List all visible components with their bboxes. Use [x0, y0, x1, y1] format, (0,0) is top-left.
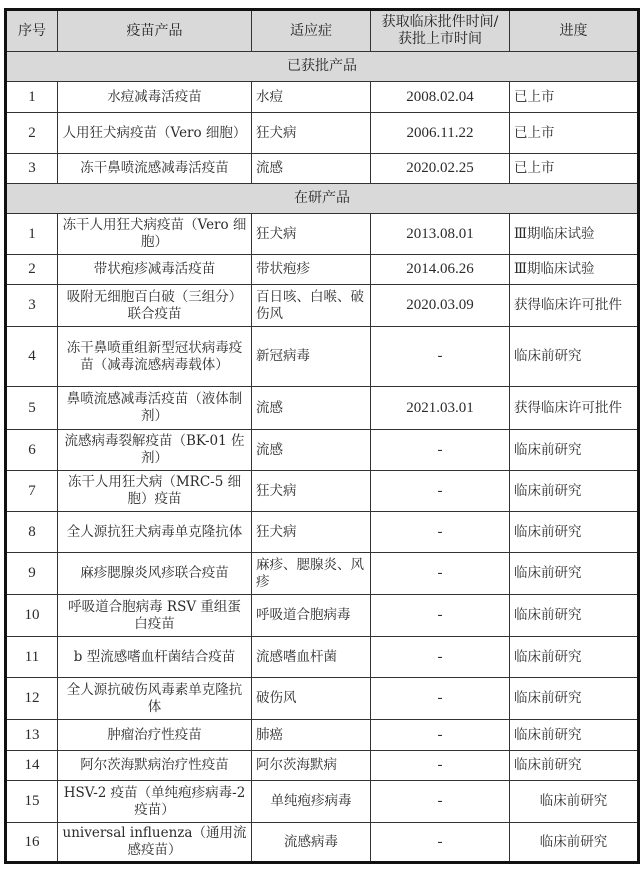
- table-row: [6, 720, 639, 751]
- cell-indication: 狂犬病: [252, 214, 371, 255]
- cell-product: universal influenza（通用流感疫苗）: [58, 823, 252, 863]
- cell-product: 鼻喷流感减毒活疫苗（液体制剂）: [58, 387, 252, 430]
- cell-indication: 流感: [252, 387, 371, 430]
- cell-progress: 获得临床许可批件: [510, 387, 639, 430]
- table-row: [6, 82, 639, 113]
- header-product: 疫苗产品: [58, 10, 252, 52]
- table-row: [6, 637, 639, 678]
- cell-progress: 已上市: [510, 113, 639, 154]
- cell-indication: 带状疱疹: [252, 255, 371, 285]
- cell-date: -: [371, 512, 510, 553]
- cell-date: 2014.06.26: [371, 255, 510, 285]
- cell-indication: 肺癌: [252, 720, 371, 751]
- cell-number: 8: [6, 512, 58, 553]
- cell-progress: 已上市: [510, 154, 639, 184]
- cell-progress: 临床前研究: [510, 553, 639, 595]
- table-row: [6, 678, 639, 720]
- cell-number: 11: [6, 637, 58, 678]
- cell-indication: 呼吸道合胞病毒: [252, 595, 371, 637]
- cell-date: -: [371, 430, 510, 471]
- header-date: 获取临床批件时间/获批上市时间: [371, 10, 510, 52]
- cell-number: 14: [6, 751, 58, 781]
- cell-number: 2: [6, 113, 58, 154]
- cell-product: 带状疱疹减毒活疫苗: [58, 255, 252, 285]
- cell-product: 冻干人用狂犬病（MRC-5 细胞）疫苗: [58, 471, 252, 512]
- table-row: [6, 512, 639, 553]
- cell-progress: 获得临床许可批件: [510, 285, 639, 327]
- header-indication: 适应症: [252, 10, 371, 52]
- cell-progress: 临床前研究: [510, 637, 639, 678]
- cell-progress: 临床前研究: [510, 595, 639, 637]
- cell-product: 冻干人用狂犬病疫苗（Vero 细胞）: [58, 214, 252, 255]
- cell-progress: 临床前研究: [510, 471, 639, 512]
- cell-indication: 流感: [252, 430, 371, 471]
- section-row: [6, 52, 639, 82]
- cell-product: 呼吸道合胞病毒 RSV 重组蛋白疫苗: [58, 595, 252, 637]
- cell-product: 人用狂犬病疫苗（Vero 细胞）: [58, 113, 252, 154]
- cell-number: 3: [6, 285, 58, 327]
- table-row: [6, 255, 639, 285]
- cell-indication: 流感病毒: [252, 823, 371, 863]
- cell-date: 2020.02.25: [371, 154, 510, 184]
- cell-date: -: [371, 637, 510, 678]
- cell-number: 9: [6, 553, 58, 595]
- cell-progress: 临床前研究: [510, 512, 639, 553]
- cell-number: 12: [6, 678, 58, 720]
- cell-indication: 单纯疱疹病毒: [252, 781, 371, 823]
- cell-number: 10: [6, 595, 58, 637]
- cell-product: 麻疹腮腺炎风疹联合疫苗: [58, 553, 252, 595]
- cell-indication: 流感: [252, 154, 371, 184]
- table-row: [6, 327, 639, 387]
- cell-progress: 临床前研究: [510, 327, 639, 387]
- cell-product: 肿瘤治疗性疫苗: [58, 720, 252, 751]
- cell-date: 2013.08.01: [371, 214, 510, 255]
- cell-progress: 临床前研究: [510, 430, 639, 471]
- cell-indication: 新冠病毒: [252, 327, 371, 387]
- cell-progress: Ⅲ期临床试验: [510, 214, 639, 255]
- cell-indication: 阿尔茨海默病: [252, 751, 371, 781]
- table-row: [6, 113, 639, 154]
- cell-product: 冻干鼻喷重组新型冠状病毒疫苗（减毒流感病毒载体）: [58, 327, 252, 387]
- cell-indication: 狂犬病: [252, 512, 371, 553]
- cell-date: 2021.03.01: [371, 387, 510, 430]
- cell-date: -: [371, 471, 510, 512]
- cell-progress: 已上市: [510, 82, 639, 113]
- cell-progress: Ⅲ期临床试验: [510, 255, 639, 285]
- header-progress: 进度: [510, 10, 639, 52]
- cell-product: 水痘减毒活疫苗: [58, 82, 252, 113]
- table-row: [6, 285, 639, 327]
- cell-date: -: [371, 720, 510, 751]
- table-row: [6, 781, 639, 823]
- cell-date: -: [371, 751, 510, 781]
- cell-date: -: [371, 678, 510, 720]
- cell-product: 全人源抗破伤风毒素单克隆抗体: [58, 678, 252, 720]
- table-row: [6, 553, 639, 595]
- cell-progress: 临床前研究: [510, 678, 639, 720]
- cell-product: 流感病毒裂解疫苗（BK-01 佐剂）: [58, 430, 252, 471]
- cell-progress: 临床前研究: [510, 823, 639, 863]
- cell-product: 冻干鼻喷流感减毒活疫苗: [58, 154, 252, 184]
- table-row: [6, 751, 639, 781]
- cell-indication: 狂犬病: [252, 471, 371, 512]
- cell-number: 16: [6, 823, 58, 863]
- cell-product: HSV-2 疫苗（单纯疱疹病毒-2 疫苗）: [58, 781, 252, 823]
- cell-date: 2020.03.09: [371, 285, 510, 327]
- cell-date: -: [371, 823, 510, 863]
- cell-number: 15: [6, 781, 58, 823]
- cell-number: 4: [6, 327, 58, 387]
- vaccine-pipeline-table: [4, 8, 640, 864]
- cell-date: 2008.02.04: [371, 82, 510, 113]
- section-title: 在研产品: [6, 184, 639, 214]
- cell-indication: 麻疹、腮腺炎、风疹: [252, 553, 371, 595]
- cell-number: 6: [6, 430, 58, 471]
- table-row: [6, 214, 639, 255]
- cell-indication: 流感嗜血杆菌: [252, 637, 371, 678]
- cell-date: -: [371, 595, 510, 637]
- section-title: 已获批产品: [6, 52, 639, 82]
- cell-product: b 型流感嗜血杆菌结合疫苗: [58, 637, 252, 678]
- cell-indication: 百日咳、白喉、破伤风: [252, 285, 371, 327]
- cell-progress: 临床前研究: [510, 781, 639, 823]
- cell-number: 5: [6, 387, 58, 430]
- header-row: [6, 10, 639, 52]
- cell-progress: 临床前研究: [510, 720, 639, 751]
- cell-indication: 狂犬病: [252, 113, 371, 154]
- header-no: 序号: [6, 10, 58, 52]
- cell-date: -: [371, 553, 510, 595]
- section-row: [6, 184, 639, 214]
- cell-number: 13: [6, 720, 58, 751]
- cell-progress: 临床前研究: [510, 751, 639, 781]
- table-row: [6, 471, 639, 512]
- cell-product: 全人源抗狂犬病毒单克隆抗体: [58, 512, 252, 553]
- table-body: [6, 52, 639, 863]
- cell-product: 吸附无细胞百白破（三组分）联合疫苗: [58, 285, 252, 327]
- cell-number: 2: [6, 255, 58, 285]
- table-row: [6, 430, 639, 471]
- table-row: [6, 823, 639, 863]
- cell-date: -: [371, 781, 510, 823]
- table-row: [6, 387, 639, 430]
- cell-product: 阿尔茨海默病治疗性疫苗: [58, 751, 252, 781]
- cell-date: 2006.11.22: [371, 113, 510, 154]
- table-row: [6, 154, 639, 184]
- cell-number: 1: [6, 214, 58, 255]
- cell-indication: 破伤风: [252, 678, 371, 720]
- table-row: [6, 595, 639, 637]
- cell-date: -: [371, 327, 510, 387]
- cell-number: 7: [6, 471, 58, 512]
- cell-number: 1: [6, 82, 58, 113]
- cell-number: 3: [6, 154, 58, 184]
- cell-indication: 水痘: [252, 82, 371, 113]
